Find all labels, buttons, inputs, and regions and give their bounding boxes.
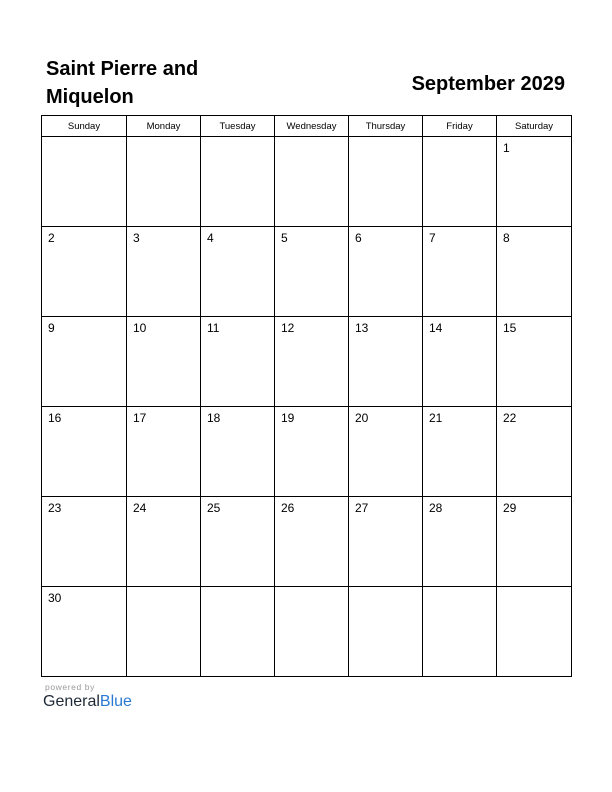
day-number: 24 xyxy=(133,501,147,515)
day-number: 4 xyxy=(207,231,214,245)
day-number: 28 xyxy=(429,501,443,515)
day-cell xyxy=(275,317,349,407)
day-cell xyxy=(42,407,127,497)
week-row xyxy=(42,587,572,677)
day-number: 13 xyxy=(355,321,369,335)
day-number xyxy=(127,137,200,141)
day-cell xyxy=(497,137,572,227)
day-cell xyxy=(201,587,275,677)
day-cell xyxy=(349,587,423,677)
day-number xyxy=(201,587,274,591)
day-cell xyxy=(275,587,349,677)
day-cell xyxy=(423,587,497,677)
day-number: 5 xyxy=(281,231,288,245)
day-number: 3 xyxy=(133,231,140,245)
day-cell xyxy=(275,227,349,317)
day-cell xyxy=(423,137,497,227)
day-number: 14 xyxy=(429,321,443,335)
day-cell xyxy=(349,227,423,317)
calendar-grid xyxy=(41,115,571,674)
week-row xyxy=(42,497,572,587)
day-cell xyxy=(275,137,349,227)
day-number xyxy=(127,587,200,591)
day-cell xyxy=(349,407,423,497)
weekday-saturday: Saturday xyxy=(497,116,572,137)
day-cell xyxy=(127,227,201,317)
brand-blue: Blue xyxy=(99,693,132,710)
day-cell xyxy=(201,317,275,407)
day-number: 11 xyxy=(207,321,220,335)
weekday-wednesday: Wednesday xyxy=(275,116,349,137)
day-cell xyxy=(127,587,201,677)
day-cell xyxy=(423,227,497,317)
day-cell xyxy=(349,497,423,587)
day-number xyxy=(275,587,348,591)
weekday-monday: Monday xyxy=(127,116,201,137)
day-cell xyxy=(275,407,349,497)
weekday-thursday: Thursday xyxy=(349,116,423,137)
day-number: 17 xyxy=(133,411,147,425)
day-cell xyxy=(201,227,275,317)
day-cell xyxy=(497,227,572,317)
day-cell xyxy=(423,497,497,587)
day-number xyxy=(423,137,496,141)
day-number: 10 xyxy=(133,321,147,335)
week-row xyxy=(42,137,572,227)
day-number: 21 xyxy=(429,411,443,425)
day-cell xyxy=(42,317,127,407)
weekday-header-row xyxy=(42,116,572,137)
weekday-friday: Friday xyxy=(423,116,497,137)
day-number xyxy=(349,137,422,141)
day-number xyxy=(275,137,348,141)
day-number xyxy=(201,137,274,141)
day-number: 29 xyxy=(503,501,517,515)
day-number: 18 xyxy=(207,411,221,425)
day-cell xyxy=(201,497,275,587)
day-cell xyxy=(497,497,572,587)
week-row xyxy=(42,407,572,497)
region-title: Saint Pierre and Miquelon xyxy=(46,58,199,108)
day-cell xyxy=(497,587,572,677)
day-cell xyxy=(42,497,127,587)
day-number xyxy=(42,137,126,141)
day-cell xyxy=(497,317,572,407)
day-number xyxy=(497,587,571,591)
day-number: 26 xyxy=(281,501,295,515)
day-number: 25 xyxy=(207,501,221,515)
day-cell xyxy=(275,497,349,587)
day-cell xyxy=(42,137,127,227)
day-cell xyxy=(42,587,127,677)
day-cell xyxy=(127,137,201,227)
day-cell xyxy=(127,497,201,587)
week-row xyxy=(42,227,572,317)
day-number: 9 xyxy=(48,321,55,335)
week-row xyxy=(42,317,572,407)
day-cell xyxy=(127,407,201,497)
day-cell xyxy=(497,407,572,497)
day-number: 15 xyxy=(503,321,517,335)
brand-general: General xyxy=(43,693,100,710)
brand-logo xyxy=(43,693,132,711)
day-number: 16 xyxy=(48,411,62,425)
day-cell xyxy=(349,137,423,227)
weekday-tuesday: Tuesday xyxy=(201,116,275,137)
day-cell xyxy=(42,227,127,317)
day-number: 22 xyxy=(503,411,517,425)
day-number: 6 xyxy=(355,231,362,245)
day-number: 19 xyxy=(281,411,295,425)
day-number: 1 xyxy=(503,141,510,155)
day-cell xyxy=(201,407,275,497)
day-cell xyxy=(423,317,497,407)
day-number: 7 xyxy=(429,231,436,245)
footer-branding xyxy=(43,682,132,711)
powered-by-text: powered by xyxy=(45,682,95,692)
day-cell xyxy=(423,407,497,497)
day-cell xyxy=(201,137,275,227)
day-number: 23 xyxy=(48,501,62,515)
day-number xyxy=(423,587,496,591)
day-number: 20 xyxy=(355,411,369,425)
weekday-sunday: Sunday xyxy=(42,116,127,137)
month-year-title: September 2029 xyxy=(411,73,565,95)
day-number: 2 xyxy=(48,231,55,245)
day-cell xyxy=(127,317,201,407)
day-number: 30 xyxy=(48,591,62,605)
day-cell xyxy=(349,317,423,407)
day-number: 27 xyxy=(355,501,369,515)
day-number: 8 xyxy=(503,231,510,245)
day-number: 12 xyxy=(281,321,295,335)
day-number xyxy=(349,587,422,591)
